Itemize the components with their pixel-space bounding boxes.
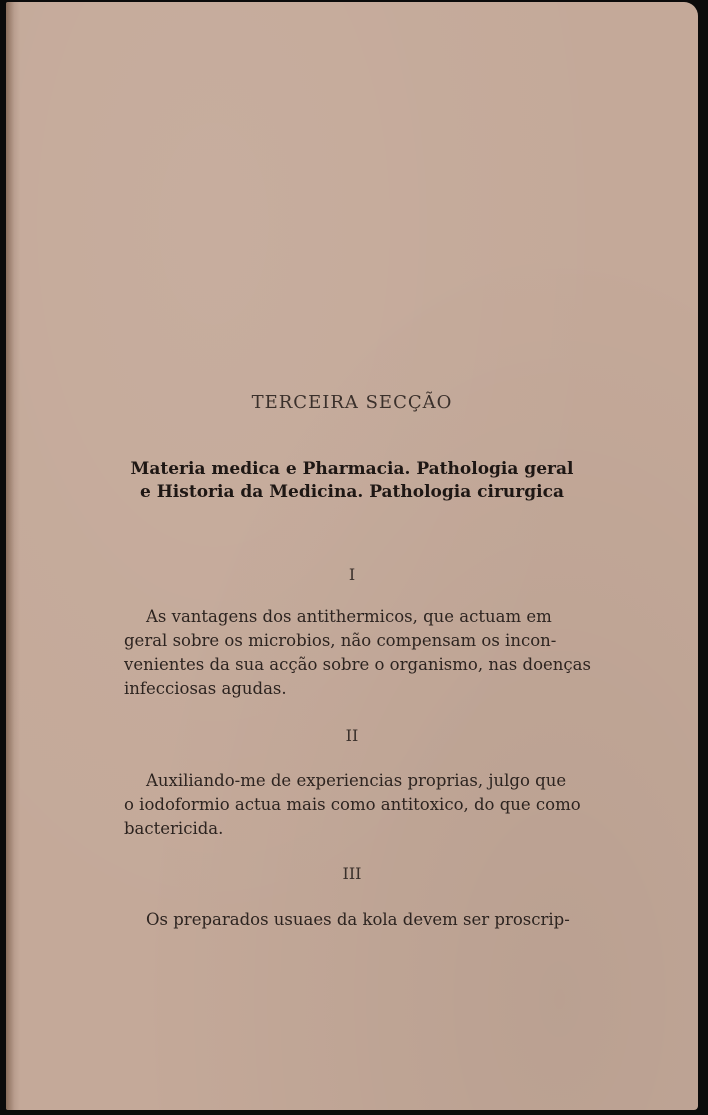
proposition-numeral-2: II: [345, 726, 359, 745]
proposition-numeral-1: I: [348, 565, 356, 584]
proposition-1-line-1: As vantagens dos antithermicos, que actuam em: [146, 607, 552, 626]
section-heading: TERCEIRA SECÇÃO: [251, 392, 453, 413]
proposition-2-line-1: Auxiliando-me de experiencias proprias, julgo que: [146, 771, 567, 790]
proposition-1-line-2: geral sobre os microbios, não compensam os incon-: [124, 631, 557, 650]
proposition-3-line-1: Os preparados usuaes da kola devem ser proscrip-: [146, 910, 570, 929]
proposition-2-line-3: bactericida.: [124, 819, 224, 838]
proposition-numeral-3: III: [342, 864, 362, 883]
proposition-1-line-4: infecciosas agudas.: [124, 679, 287, 698]
proposition-1-line-3: venientes da sua acção sobre o organismo, nas doenças: [124, 655, 591, 674]
book-page: [6, 2, 698, 1110]
proposition-2-line-2: o iodoformio actua mais como antitoxico, do que como: [124, 795, 581, 814]
subject-line-1: Materia medica e Pharmacia. Pathologia geral: [130, 459, 574, 479]
page-binding-edge: [6, 2, 20, 1110]
subject-line-2: e Historia da Medicina. Pathologia cirurgica: [140, 482, 564, 502]
